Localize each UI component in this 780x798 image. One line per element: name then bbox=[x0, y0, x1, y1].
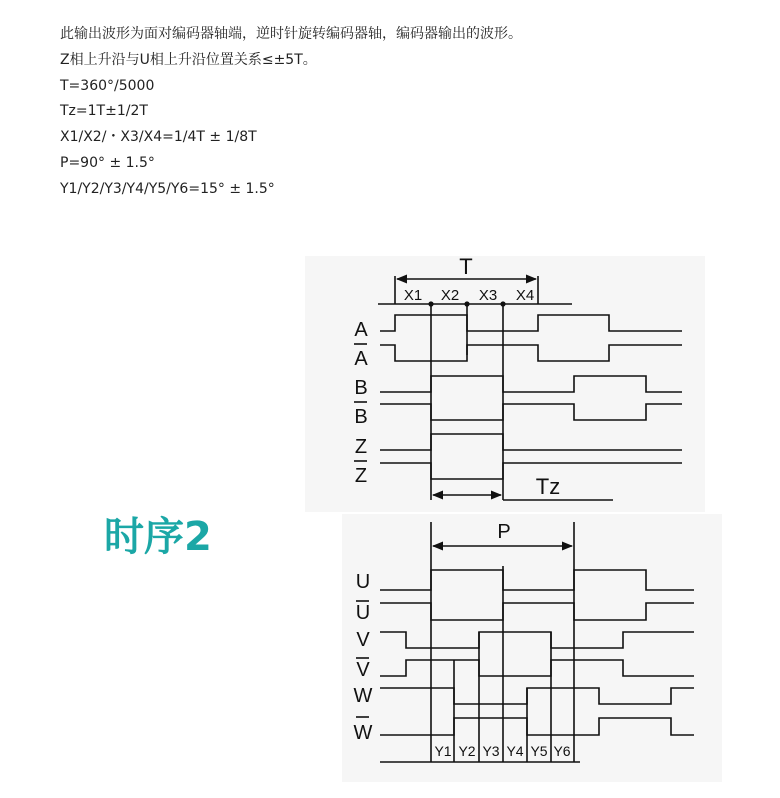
signal-label-b-bar: B bbox=[354, 406, 368, 428]
y5-label: Y5 bbox=[530, 743, 548, 759]
note-p: P=90° ± 1.5° bbox=[60, 154, 155, 171]
wave-z bbox=[380, 434, 682, 450]
signal-label-z-bar: Z bbox=[354, 465, 368, 487]
wave-w-bar bbox=[380, 718, 694, 735]
wave-b-bar bbox=[380, 404, 682, 420]
signal-label-b: B bbox=[354, 377, 368, 399]
p-label: P bbox=[497, 521, 511, 543]
signal-label-w-bar: W bbox=[353, 722, 373, 744]
note-x-phase: X1/X2/・X3/X4=1/4T ± 1/8T bbox=[60, 129, 257, 146]
y4-label: Y4 bbox=[506, 743, 524, 759]
junction-dot-x1 bbox=[428, 301, 433, 306]
signal-label-u: U bbox=[355, 571, 371, 593]
note-tz: Tz=1T±1/2T bbox=[60, 103, 148, 120]
wave-v-bar bbox=[380, 660, 694, 676]
x3-label: X3 bbox=[478, 287, 498, 304]
y6-label: Y6 bbox=[553, 743, 571, 759]
note-direction: 此输出波形为面对编码器轴端，逆时针旋转编码器轴，编码器输出的波形。 bbox=[60, 26, 522, 42]
signal-label-a: A bbox=[354, 319, 368, 341]
x1-label: X1 bbox=[403, 287, 423, 304]
wave-a bbox=[380, 315, 682, 331]
signal-label-w: W bbox=[353, 685, 373, 707]
tz-label: Tz bbox=[535, 474, 561, 499]
wave-b bbox=[380, 376, 682, 392]
y2-label: Y2 bbox=[458, 743, 476, 759]
wave-z-bar bbox=[380, 463, 682, 479]
junction-dot-x2 bbox=[464, 301, 469, 306]
wave-a-bar bbox=[380, 345, 682, 361]
signal-label-v: V bbox=[356, 629, 370, 651]
junction-dot-x3 bbox=[500, 301, 505, 306]
signal-label-u-bar: U bbox=[355, 602, 371, 624]
y1-label: Y1 bbox=[434, 743, 452, 759]
x4-label: X4 bbox=[515, 287, 535, 304]
period-label: T bbox=[459, 254, 473, 279]
signal-label-z: Z bbox=[354, 436, 368, 458]
wave-u-bar bbox=[380, 603, 694, 620]
note-period: T=360°/5000 bbox=[60, 77, 155, 94]
note-y-phase: Y1/Y2/Y3/Y4/Y5/Y6=15° ± 1.5° bbox=[60, 180, 275, 197]
signal-label-v-bar: V bbox=[356, 659, 370, 681]
wave-w bbox=[380, 688, 694, 704]
wave-v bbox=[380, 632, 694, 648]
wave-u bbox=[380, 570, 694, 590]
y3-label: Y3 bbox=[482, 743, 500, 759]
signal-label-a-bar: A bbox=[354, 348, 368, 370]
x2-label: X2 bbox=[440, 287, 460, 304]
section-title: 时序2 bbox=[104, 514, 212, 560]
note-z-u-relation: Z相上升沿与U相上升沿位置关系≤±5T。 bbox=[60, 51, 317, 68]
